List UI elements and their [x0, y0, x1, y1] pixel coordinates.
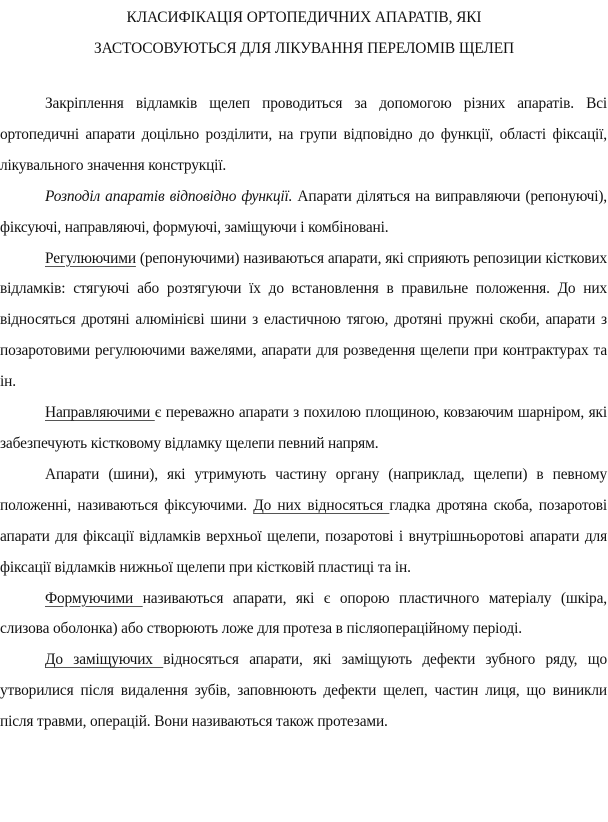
document-body	[0, 89, 607, 738]
term-forming: Формуючими	[45, 589, 143, 607]
title-line-1: КЛАСИФІКАЦІЯ ОРТОПЕДИЧНИХ АПАРАТІВ, ЯКІ	[126, 9, 482, 26]
paragraph-function-division-text: Апарати діляться на виправляючи (репонуючі), фіксуючі, направляючі, формуючі, заміщуючи і комбіновані.	[0, 187, 607, 236]
paragraph-replacing	[0, 645, 607, 738]
paragraph-forming	[0, 584, 607, 646]
paragraph-guiding	[0, 398, 607, 460]
paragraph-guiding-text: є переважно апарати з похилою площиною, ковзаючим шарніром, які забезпечують кістковому відламку щелепи певний напрям.	[0, 404, 607, 452]
paragraph-regulating	[0, 244, 607, 399]
term-fixing-examples: До них відносяться	[253, 496, 390, 514]
italic-heading: Розподіл апаратів відповідно функції.	[45, 187, 293, 205]
paragraph-fixing	[0, 460, 607, 584]
paragraph-forming-text: називаються апарати, які є опорою пластичного матеріалу (шкіра, слизова оболонка) або створюють ложе для протеза в післяопераційному періоді.	[0, 589, 607, 638]
paragraph-function-division	[0, 182, 607, 244]
title-line-2: ЗАСТОСОВУЮТЬСЯ ДЛЯ ЛІКУВАННЯ ПЕРЕЛОМІВ ЩЕЛЕП	[93, 40, 515, 57]
paragraph-intro-text: Закріплення відламків щелеп проводиться за допомогою різних апаратів. Всі ортопедичні апарати доцільно розділити, на групи відповідно до функції, області фіксації, лікувального значення конструкції.	[0, 95, 607, 174]
paragraph-intro	[0, 89, 607, 182]
paragraph-fixing-text-start: Апарати (шини), які утримують частину органу (наприклад, щелепи) в певному положенні, називаються фіксуючими.	[0, 465, 607, 514]
paragraph-fixing-text-end: гладка дротяна скоба, позаротові апарати для фіксації відламків верхньої щелепи, позаротові і внутрішньоротові апарати для фіксації відламків нижньої щелепи при кістковій пластиці та ін.	[0, 496, 607, 576]
paragraph-replacing-text: відносяться апарати, які заміщують дефекти зубного ряду, що утворилися після видалення зубів, заповнюють дефекти щелеп, частин лиця, що виникли після травми, операцій. Вони називаються також протезами.	[0, 651, 607, 731]
term-guiding: Направляючими	[45, 404, 155, 422]
document-title	[0, 2, 608, 64]
term-regulating: Регулюючими	[45, 249, 136, 267]
term-replacing: До заміщуючих	[45, 651, 164, 669]
paragraph-regulating-text: (репонуючими) називаються апарати, які сприяють репозиции кісткових відламків: стягуючі або розтягуючи їх до встановлення в правильне положення. До них відносяться дротяні алюмінієві шини з еластичною тягою, дротяні пружні скоби, апарати з позаротовими регулюючими важелями, апарати для розведення щелепи при контрактурах та ін.	[0, 249, 607, 391]
